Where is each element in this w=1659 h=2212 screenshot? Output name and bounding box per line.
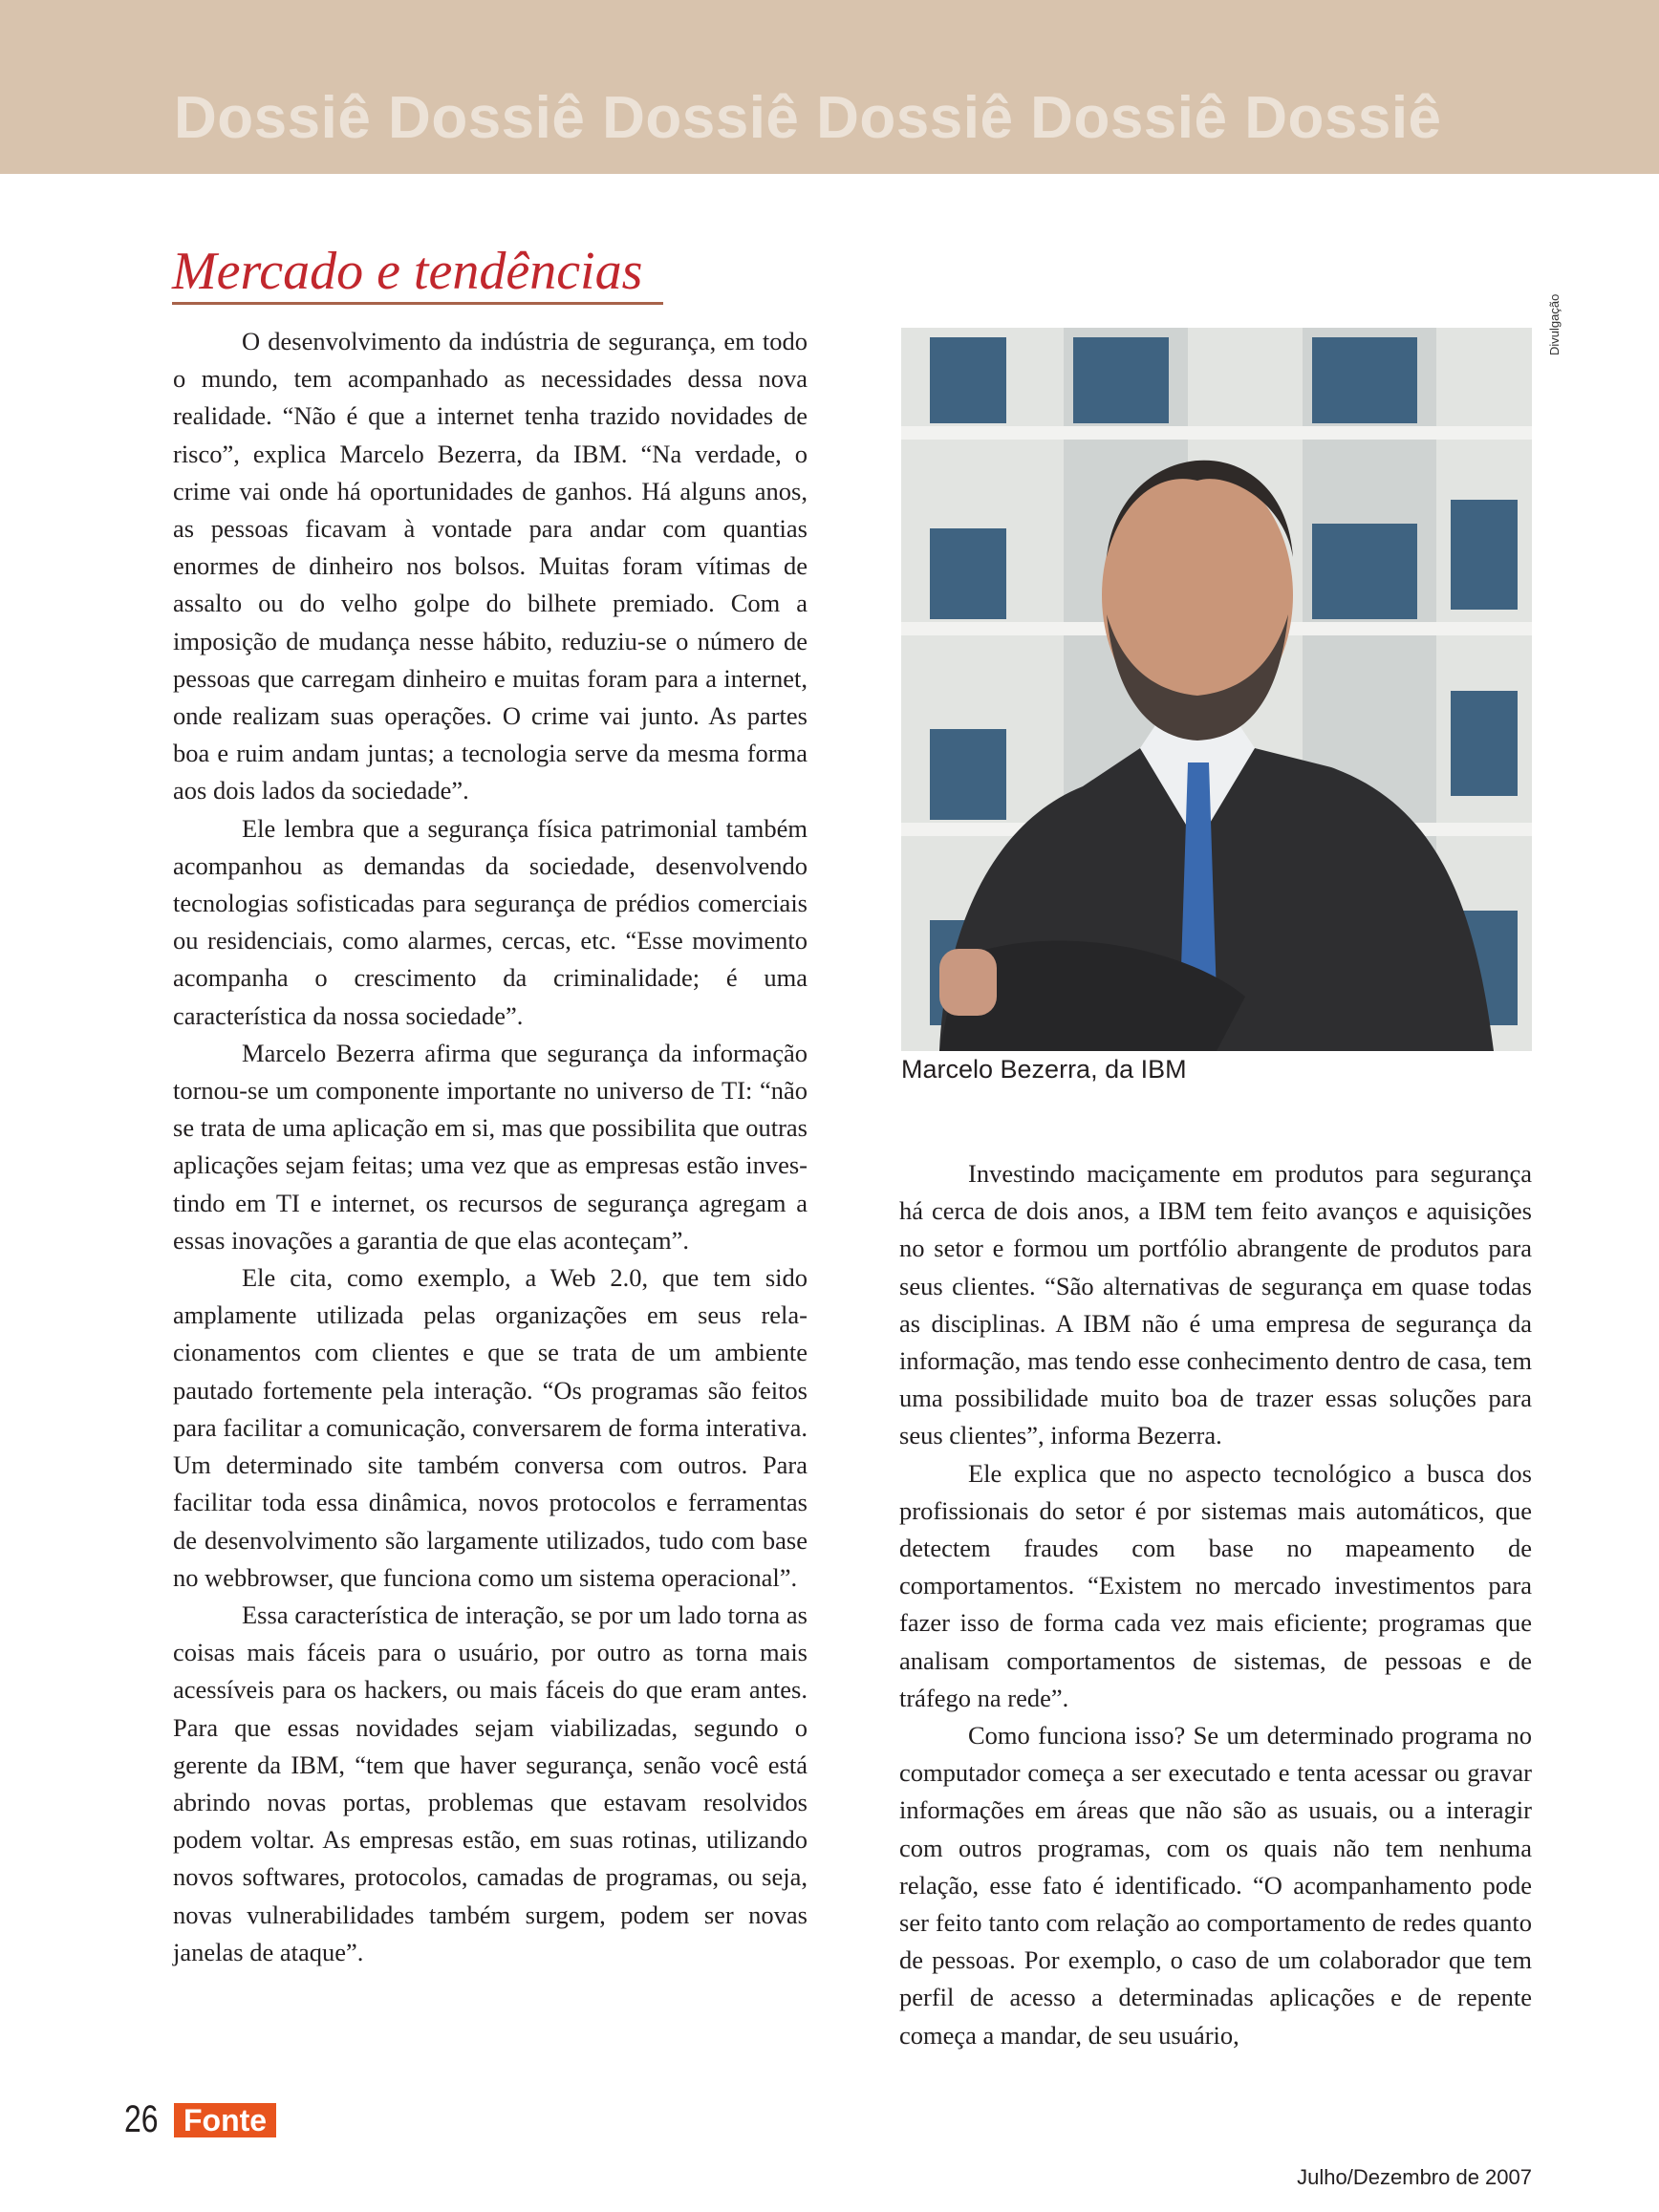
section-title: Mercado e tendências <box>172 242 643 301</box>
article-paragraph: Ele cita, como exemplo, a Web 2.0, que tem sido amplamente utilizada pelas organizações em seus relacionamentos com clientes e que se trata de um ambiente pautado fortemente pela interação. “Os programas são feitos para facilitar a comunicação, conversarem de forma interativa. Um determinado site também conversa com outros. Para facilitar toda essa dinâmica, novos protocolos e ferramentas de desenvolvimento são largamente utilizados, tudo com base no webbrowser, que funciona como um sistema operacional”. <box>173 1263 808 1592</box>
section-banner <box>0 0 1659 174</box>
left-text-column <box>173 323 808 1971</box>
page-number: 26 <box>124 2098 159 2140</box>
right-text-column <box>899 1155 1532 2054</box>
article-paragraph: Investindo maciçamente em produtos para segurança há cerca de dois anos, a IBM tem feito avanços e aquisições no setor e formou um portfólio abrangente de produtos para seus clientes. “São alternativas de segurança em quase todas as disciplinas. A IBM não é uma empresa de segurança da informação, mas tendo esse conhecimento dentro de casa, tem uma possibilidade muito boa de trazer essas soluções para seus clientes”, informa Bezerra. <box>899 1159 1532 1450</box>
photo-credit: Divulgação <box>1547 293 1562 355</box>
portrait-photo <box>901 328 1532 1051</box>
photo-caption: Marcelo Bezerra, da IBM <box>901 1055 1187 1084</box>
issue-date: Julho/Dezembro de 2007 <box>1297 2165 1532 2189</box>
article-paragraph: Essa característica de interação, se por um lado torna as coisas mais fáceis para o usuário, por outro as torna mais acessíveis para os hackers, ou mais fáceis do que eram antes. Para que essas novidades sejam viabilizadas, segundo o gerente da IBM, “tem que haver segurança, senão você está abrindo novas portas, problemas que estavam resolvidos podem voltar. As empresas estão, em suas rotinas, utilizando novos softwares, protocolos, camadas de programas, ou seja, novas vulnerabilidades também surgem, podem ser novas janelas de ataque”. <box>173 1600 808 1966</box>
magazine-logo: Fonte <box>174 2103 276 2137</box>
article-paragraph: Ele lembra que a segurança física patrimonial também acompanhou as demandas da sociedade, desenvolvendo tecnologias sofisticadas para segurança de prédios comerciais ou residenciais, como alarmes, cercas, etc. “Esse movimento acompanha o crescimento da criminalidade; é uma característica da nossa sociedade”. <box>173 813 808 1030</box>
title-underline <box>172 302 663 305</box>
article-paragraph: O desenvolvimento da indústria de segurança, em todo o mundo, tem acompanhado as necessidades dessa nova realidade. “Não é que a internet tenha trazido novidades de risco”, explica Marcelo Bezerra, da IBM. “Na verdade, o crime vai onde há oportunidades de ganhos. Há alguns anos, as pessoas ficavam à vontade para andar com quantias enormes de dinheiro nos bolsos. Muitas foram vítimas de assalto ou do velho golpe do bilhete premiado. Com a imposição de mudança nesse hábito, reduziu-se o número de pessoas que carregam dinheiro e muitas foram para a internet, onde realizam suas operações. O crime vai junto. As partes boa e ruim andam juntas; a tecnologia serve da mesma forma aos dois lados da sociedade”. <box>173 327 808 805</box>
article-paragraph: Ele explica que no aspecto tecnológico a busca dos profissionais do setor é por sistemas mais automáticos, que detectem fraudes com base no mapeamento de comportamentos. “Existem no mercado investimentos para fazer isso de forma cada vez mais eficiente; programas que analisam comportamentos de sistemas, de pessoas e de tráfego na rede”. <box>899 1458 1532 1712</box>
article-paragraph: Como funciona isso? Se um determinado programa no computador começa a ser executado e tenta acessar ou gravar informações em áreas que não são as usuais, ou a interagir com outros programas, com os quais não tem nenhuma relação, esse fato é identificado. “O acompanhamento pode ser feito tanto com relação ao comportamento de redes quanto de pessoas. Por exemplo, o caso de um colaborador que tem perfil de acesso a determinadas aplicações e de repente começa a mandar, de seu usuário, <box>899 1721 1532 2050</box>
article-paragraph: Marcelo Bezerra afirma que segurança da informação tornou-se um componente importante no universo de TI: “não se trata de uma aplicação em si, mas que possibilita que outras aplicações sejam feitas; uma vez que as empresas estão investindo em TI e internet, os recursos de segurança agregam a essas inovações a garantia de que elas aconteçam”. <box>173 1038 808 1255</box>
banner-text: Dossiê Dossiê Dossiê Dossiê Dossiê Dossiê <box>174 85 1442 151</box>
